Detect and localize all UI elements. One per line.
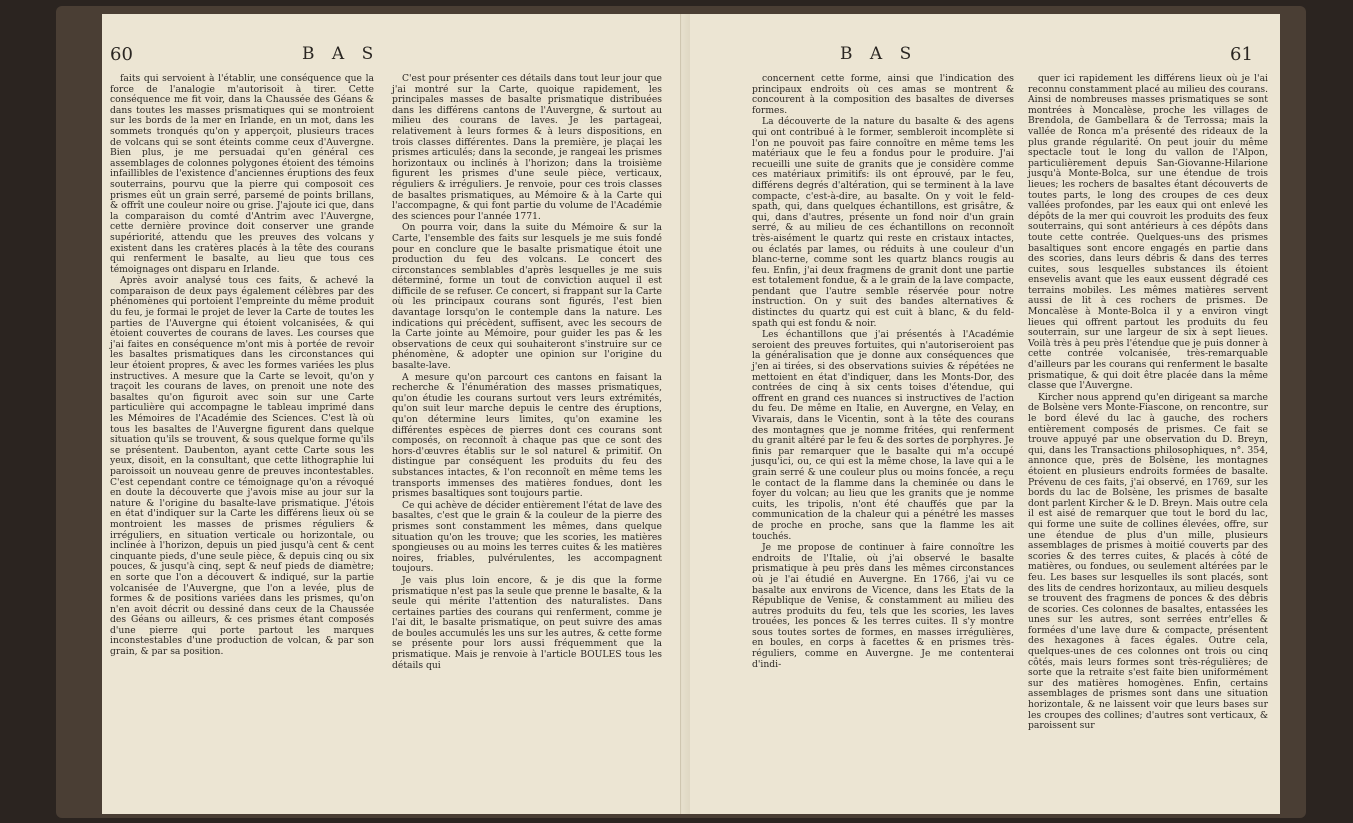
paragraph: Je vais plus loin encore, & je dis que la forme prismatique n'est pas la seule que prenne le basalte, & la seule qui mérite l'attention des naturalistes. Dans certaines parties des courans qui renferment, comme je l'ai dit, le basalte prismatique, on peut suivre des amas de boules accumulés les uns sur les autres, & cette forme se présente pour lors aussi fréquemment que la prismatique. Mais je renvoie à l'article BOULES tous les détails qui xyxy=(392,574,662,671)
page-number-left: 60 xyxy=(110,44,133,65)
paragraph: La découverte de la nature du basalte & des agens qui ont contribué à le former, sembleroit incomplète si l'on ne pouvoit pas faire connoître en même tems les matériaux que le feu a fondus pour le produire. J'ai recueilli une suite de granits que je considère comme ces matériaux primitifs: ils ont éprouvé, par le feu, différens degrés d'altération, qui se terminent à la lave compacte, c'est-à-dire, au basalte. On y voit le feld-spath, qui, dans quelques échantillons, est grisâtre, & qui, dans d'autres, présente un fond noir d'un grain serré, & au milieu de ces échantillons on reconnoît très-aisément le quartz qui reste en cristaux intactes, ou éclatés par lames, ou réduits à une couleur d'un blanc-terne, comme sont les quartz blancs rougis au feu. Enfin, j'ai deux fragmens de granit dont une partie est totalement fondue, & a le grain de la lave compacte, pendant que l'autre semble réservée pour notre instruction. On y suit des bandes alternatives & distinctes du quartz qui est cuit à blanc, & du feld-spath qui est fondu & noir. xyxy=(752,116,1014,329)
running-header-right: B A S xyxy=(840,44,918,64)
paragraph: Je me propose de continuer à faire connoître les endroits de l'Italie, où j'ai observé le basalte prismatique à peu près dans les mêmes circonstances où je l'ai étudié en Auvergne. En 1766, j'ai vu ce basalte aux environs de Vicence, dans les Etats de la République de Venise, & constamment au milieu des autres produits du feu, tels que les scories, les laves trouées, les ponces & les terres cuites. Il s'y montre sous toutes sortes de formes, en masses irrégulières, en boules, en corps à facettes & en prismes très-réguliers, comme en Auvergne. Je me contenterai d'indi- xyxy=(752,542,1014,670)
left-page-column-2 xyxy=(392,74,662,672)
right-page-column-1 xyxy=(752,74,1014,671)
page-number-right: 61 xyxy=(1230,44,1253,65)
right-page xyxy=(690,14,1280,814)
paragraph: A mesure qu'on parcourt ces cantons en faisant la recherche & l'énumération des masses prismatiques, qu'on étudie les courans surtout vers leurs extrémités, qu'on suit leur marche depuis le centre des éruptions, qu'on détermine leurs limites, qu'on examine les différentes espèces de pierres dont ces courans sont composés, on reconnoît à chaque pas que ce sont des hors-d'œuvres établis sur le sol naturel & primitif. On distingue par conséquent les produits du feu des substances intactes, & l'on reconnoît en même tems les transports immenses des matières fondues, dont les prismes basaltiques sont toujours partie. xyxy=(392,371,662,500)
left-page xyxy=(102,14,681,814)
paragraph: faits qui servoient à l'établir, une conséquence que la force de l'analogie m'autorisoit à tirer. Cette conséquence me fit voir, dans la Chaussée des Géans & dans toutes les masses prismatiques qui se montroient sur les bords de la mer en Irlande, en un mot, dans les sommets tronqués qu'on y apperçoit, plusieurs traces de volcans qui se sont éteints comme ceux d'Auvergne. Bien plus, je me persuadai qu'en général ces assemblages de colonnes polygones étoient des témoins infaillibles de l'existence d'anciennes éruptions des feux souterrains, pourvu que la pierre qui composoit ces prismes eût un grain serré, parsemé de points brillans, & offrît une couleur noire ou grise. J'ajoute ici que, dans la comparaison du comté d'Antrim avec l'Auvergne, cette dernière province doit conserver une grande supériorité, attendu que les preuves des volcans y existent dans les cratères placés à la tête des courans qui renferment le basalte, au lieu que tous ces témoignages ont disparu en Irlande. xyxy=(110,73,374,275)
paragraph: On pourra voir, dans la suite du Mémoire & sur la Carte, l'ensemble des faits sur lesquels je me suis fondé pour en conclure que le basalte prismatique étoit une production du feu des volcans. Le concert des circonstances semblables d'après lesquelles je me suis déterminé, forme un tout de conviction auquel il est difficile de se refuser. Ce concert, si frappant sur la Carte où les principaux courans sont figurés, l'est bien davantage lorsqu'on le contemple dans la nature. Les indications qui précèdent, suffisent, avec les secours de la Carte jointe au Mémoire, pour guider les pas & les observations de ceux qui souhaiteront s'instruire sur ce phénomène, & adopter une opinion sur l'origine du basalte-lave. xyxy=(392,222,662,372)
running-header-left: B A S xyxy=(302,44,380,64)
left-page-column-1 xyxy=(110,74,374,659)
paragraph: Ce qui achève de décider entièrement l'état de lave des basaltes, c'est que le grain & la couleur de la pierre des prismes sont constamment les mêmes, dans quelque situation qu'on les trouve; que les scories, les matières spongieuses ou au moins les terres cuites & les matières noires, friables, pulvérulentes, les accompagnent toujours. xyxy=(392,499,662,575)
paragraph: Après avoir analysé tous ces faits, & achevé la comparaison de deux pays également célèbres par des phénomènes qui portoient l'empreinte du même produit du feu, je formai le projet de lever la Carte de toutes les parties de l'Auvergne qui étoient volcanisées, & qui étoient couvertes de courans de laves. Les courses que j'ai faites en conséquence m'ont mis à portée de revoir les basaltes prismatiques dans les circonstances qui leur étoient propres, & avec les formes variées les plus instructives. A mesure que la Carte se levoit, qu'on y traçoit les courans de laves, on prenoit une note des basaltes qu'on figuroit avec soin sur une Carte particulière qui accompagne le tableau imprimé dans les Mémoires de l'Académie des Sciences. C'est là où tous les basaltes de l'Auvergne figurent dans quelque situation qu'ils se trouvent, & sous quelque forme qu'ils se présentent. Daubenton, ayant cette Carte sous les yeux, disoit, en la consultant, que cette lithographie lui paroissoit un nouveau genre de preuves incontestables. C'est cependant contre ce témoignage qu'on a révoqué en doute la découverte que j'avois mise au jour sur la nature & l'origine du basalte-lave prismatique. J'étois en état d'indiquer sur la Carte les différens lieux où se montroient les masses de prismes réguliers & irréguliers, en situation verticale ou horizontale, ou inclinée à l'horizon, depuis un pied jusqu'à cent & cent cinquante pieds, d'une seule pièce, & depuis cinq ou six pouces, & jusqu'à cinq, sept & neuf pieds de diamètre; en sorte que l'on a découvert & indiqué, sur la partie volcanisée de l'Auvergne, que l'on a levée, plus de formes & de positions variées dans les prismes, qu'on n'en avoit décrit ou dessiné dans ceux de la Chaussée des Géans ou ailleurs, & ces prismes étant composés d'une pierre qui porte partout les marques inconstestables d'une production de volcan, & par son grain, & par sa position. xyxy=(110,275,374,658)
paragraph: Les échantillons que j'ai présentés à l'Académie seroient des preuves fortuites, qui n'autoriseroient pas la généralisation que je donne aux conséquences que j'en ai tirées, si des observations suivies & répétées ne mettoient en état d'indiquer, dans les Monts-Dor, des contrées de cinq à six cents toises d'étendue, qui offrent en grand ces nuances si instructives de l'action du feu. De même en Italie, en Auvergne, en Velay, en Vivarais, dans le Vicentin, sont à la tête des courans des montagnes que je nomme fritées, qui renferment du granit altéré par le feu & des sortes de porphyres. Je finis par remarquer que le basalte qui m'a occupé jusqu'ici, ou, ce qui est la même chose, la lave qui a le grain serré & une couleur plus ou moins foncée, a reçu le contact de la flamme dans la cheminée ou dans le foyer du volcan; au lieu que les granits que je nomme cuits, les tripolis, n'ont été chauffés que par la communication de la chaleur qui a pénétré les masses de proche en proche, sans que la flamme les ait touchés. xyxy=(752,329,1014,542)
paragraph: Kircher nous apprend qu'en dirigeant sa marche de Bolsène vers Monte-Fiascone, on rencontre, sur le bord élevé du lac à gauche, des rochers entièrement composés de prismes. Ce fait se trouve appuyé par une observation du D. Breyn, qui, dans les Transactions philosophiques, n°. 354, annonce que, près de Bolsène, les montagnes étoient en plusieurs endroits formées de basalte. Prévenu de ces faits, j'ai observé, en 1769, sur les bords du lac de Bolsène, les prismes de basalte dont parlent Kircher & le D. Breyn. Mais outre cela il est aisé de remarquer que tout le bord du lac, qui forme une suite de collines élevées, offre, sur une étendue de plus d'un mille, plusieurs assemblages de prismes à moitié couverts par des scories & des terres cuites, & placés à côté de matières, ou fondues, ou seulement altérées par le feu. Les bases sur lesquelles ils sont placés, sont des lits de cendres horizontaux, au milieu desquels se trouvent des fragmens de ponces & des débris de scories. Ces colonnes de basaltes, entassées les unes sur les autres, sont serrées entr'elles & formées d'une lave dure & compacte, présentent des hexagones à faces égales. Outre cela, quelques-unes de ces colonnes ont trois ou cinq côtés, mais leurs formes sont très-régulières; de sorte que la retraite s'est faite bien uniformément sur des matières homogènes. Enfin, certains assemblages de prismes sont dans une situation horizontale, & ne laissent voir que leurs bases sur les croupes des collines; d'autres sont verticaux, & paroissent sur xyxy=(1028,391,1268,732)
paragraph: quer ici rapidement les différens lieux où je l'ai reconnu constamment placé au milieu des courans. Ainsi de nombreuses masses prismatiques se sont montrées à Moncalèse, proche les villages de Brendola, de Gambellara & de Terrossa; mais la vallée de Ronca m'a présenté des rideaux de la plus grande régularité. On peut jouir du même spectacle tout le long du vallon de l'Alpon, particulièrement depuis San-Giovanne-Hilarione jusqu'à Monte-Bolca, sur une étendue de trois lieues; les rochers de basaltes étant découverts de toutes parts, le long des croupes de ces deux vallées profondes, par les eaux qui ont enlevé les dépôts de la mer qui couvroit les produits des feux souterrains, qui sont antérieurs à ces dépôts dans toute cette contrée. Quelques-uns des prismes basaltiques sont encore engagés en partie dans des scories, dans leurs débris & dans des terres cuites, sous lesquelles substances ils étoient ensevelis avant que les eaux eussent dégradé ces terrains mobiles. Les mêmes matières servent aussi de lit à ces rochers de prismes. De Moncalèse à Monte-Bolca il y a environ vingt lieues qui offrent partout les produits du feu souterrain, sur une largeur de six à sept lieues. Voilà très à peu près l'étendue que je puis donner à cette contrée volcanisée, très-remarquable d'ailleurs par les courans qui renferment le basalte prismatique, & qui doit être placée dans la même classe que l'Auvergne. xyxy=(1028,73,1268,392)
right-page-column-2 xyxy=(1028,74,1268,733)
paragraph: concernent cette forme, ainsi que l'indication des principaux endroits où ces amas se montrent & concourent à la composition des basaltes de diverses formes. xyxy=(752,73,1014,116)
paragraph: C'est pour présenter ces détails dans tout leur jour que j'ai montré sur la Carte, quoique rapidement, les principales masses de basalte prismatique distribuées dans les différens cantons de l'Auvergne, & surtout au milieu des courans de laves. Je les partageai, relativement à leurs formes & à leurs dispositions, en trois classes différentes. Dans la première, je plaçai les prismes articulés; dans la seconde, je rangeai les prismes horizontaux ou inclinés à l'horizon; dans la troisième figurent les prismes d'une seule pièce, verticaux, réguliers & irréguliers. Je renvoie, pour ces trois classes de basaltes prismatiques, au Mémoire & à la Carte qui l'accompagne, & qui font partie du volume de l'Académie des sciences pour l'année 1771. xyxy=(392,73,662,222)
